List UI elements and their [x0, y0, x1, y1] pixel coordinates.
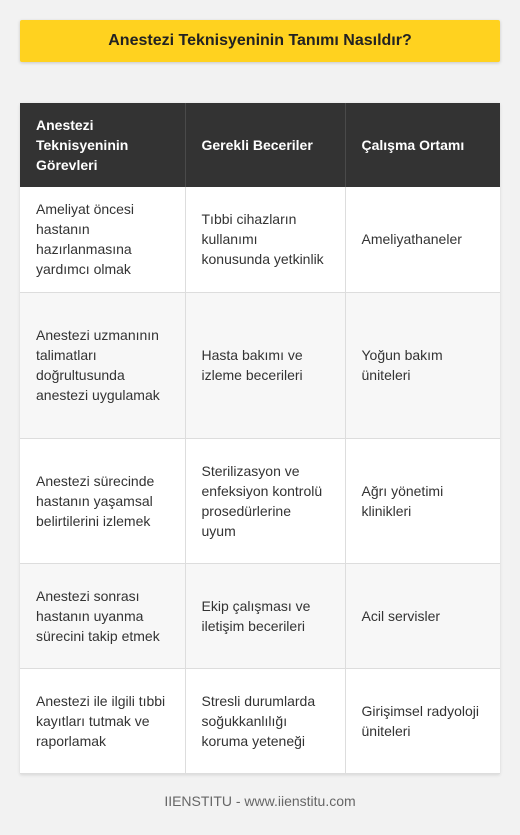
table-row	[20, 438, 500, 563]
table-cell-duty: Anestezi sürecinde hastanın yaşamsal belirtilerini izlemek	[20, 438, 185, 563]
table-cell-environment: Ameliyathaneler	[345, 187, 500, 292]
table-cell-skill: Stresli durumlarda soğukkanlılığı koruma yeteneği	[185, 668, 345, 773]
table-cell-duty: Ameliyat öncesi hastanın hazırlanmasına yardımcı olmak	[20, 187, 185, 292]
table-row	[20, 292, 500, 438]
table-cell-duty: Anestezi ile ilgili tıbbi kayıtları tutmak ve raporlamak	[20, 668, 185, 773]
header-skills: Gerekli Beceriler	[185, 103, 345, 187]
table-cell-skill: Sterilizasyon ve enfeksiyon kontrolü prosedürlerine uyum	[185, 438, 345, 563]
table-cell-duty: Anestezi uzmanının talimatları doğrultusunda anestezi uygulamak	[20, 292, 185, 438]
info-table-container	[20, 103, 500, 774]
page-title: Anestezi Teknisyeninin Tanımı Nasıldır?	[20, 20, 500, 62]
table-cell-duty: Anestezi sonrası hastanın uyanma sürecini takip etmek	[20, 563, 185, 668]
info-table	[20, 103, 500, 774]
footer-credit: IIENSTITU - www.iienstitu.com	[164, 793, 356, 809]
table-row	[20, 563, 500, 668]
table-cell-environment: Acil servisler	[345, 563, 500, 668]
table-cell-environment: Yoğun bakım üniteleri	[345, 292, 500, 438]
header-duties: Anestezi Teknisyeninin Görevleri	[20, 103, 185, 187]
table-row	[20, 187, 500, 292]
table-header-row	[20, 103, 500, 187]
table-cell-environment: Ağrı yönetimi klinikleri	[345, 438, 500, 563]
header-work-environment: Çalışma Ortamı	[345, 103, 500, 187]
table-cell-skill: Tıbbi cihazların kullanımı konusunda yetkinlik	[185, 187, 345, 292]
table-cell-environment: Girişimsel radyoloji üniteleri	[345, 668, 500, 773]
table-row	[20, 668, 500, 773]
table-cell-skill: Hasta bakımı ve izleme becerileri	[185, 292, 345, 438]
table-cell-skill: Ekip çalışması ve iletişim becerileri	[185, 563, 345, 668]
